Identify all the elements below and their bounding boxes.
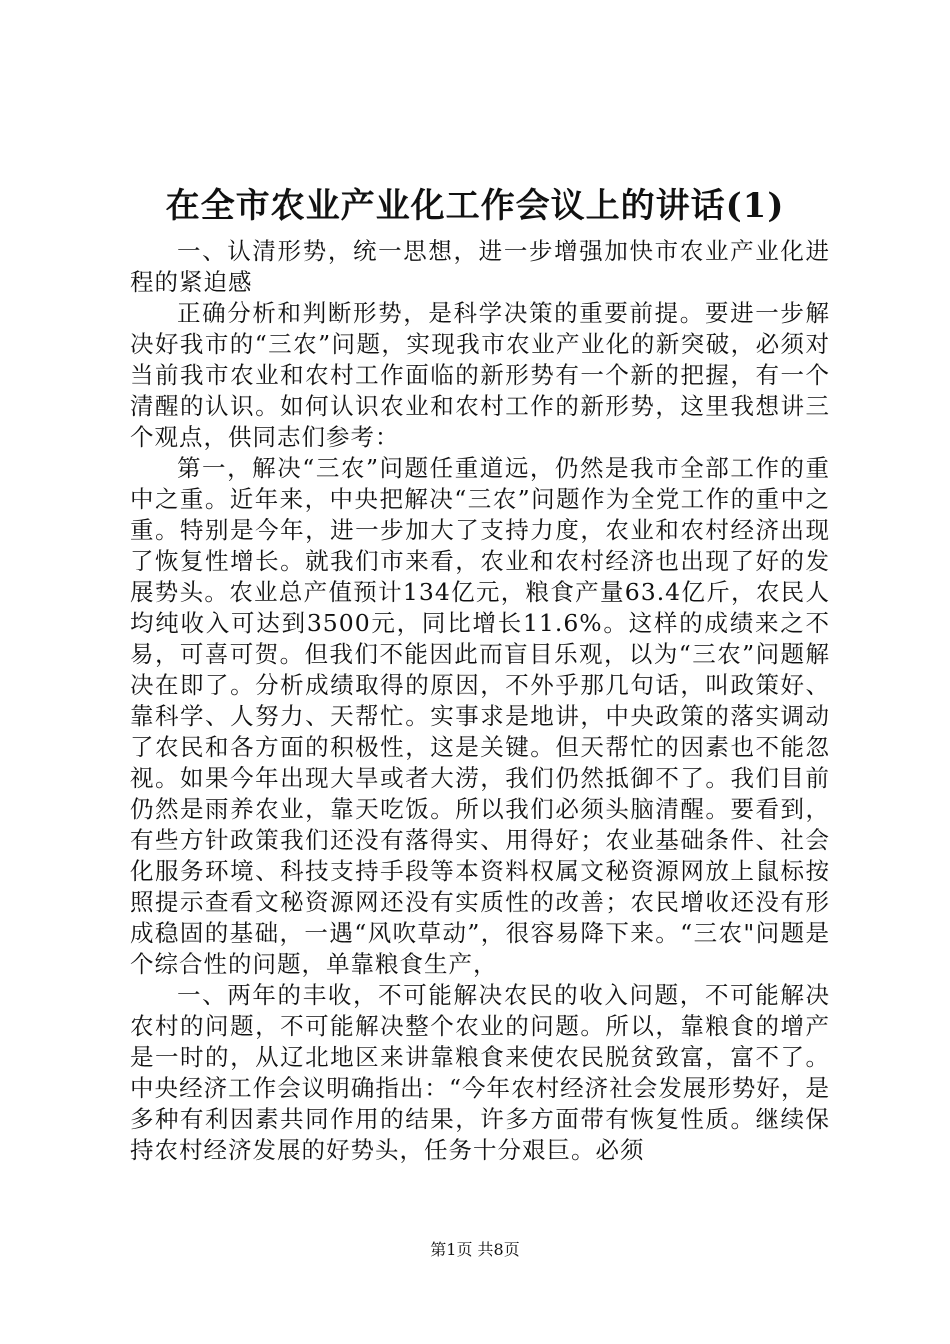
paragraph-section-heading: 一、认清形势，统一思想，进一步增强加快市农业产业化进程的紧迫感 [130, 237, 830, 296]
document-body [130, 236, 830, 1166]
document-title: 在全市农业产业化工作会议上的讲话(1) [165, 186, 785, 226]
paragraph: 第一，解决“三农”问题任重道远，仍然是我市全部工作的重中之重。近年来，中央把解决“三农”问题作为全党工作的重中之重。特别是今年，进一步加大了支持力度，农业和农村经济出现了恢复性增长。就我们市来看，农业和农村经济也出现了好的发展势头。农业总产值预计134亿元，粮食产量63.4亿斤，农民人均纯收入可达到3500元，同比增长11.6%。这样的成绩来之不易，可喜可贺。但我们不能因此而盲目乐观，以为“三农”问题解决在即了。分析成绩取得的原因，不外乎那几句话，叫政策好、靠科学、人努力、天帮忙。实事求是地讲，中央政策的落实调动了农民和各方面的积极性，这是关键。但天帮忙的因素也不能忽视。如果今年出现大旱或者大涝，我们仍然抵御不了。我们目前仍然是雨养农业，靠天吃饭。所以我们必须头脑清醒。要看到，有些方针政策我们还没有落得实、用得好；农业基础条件、社会化服务环境、科技支持手段等本资料权属文秘资源网放上鼠标按照提示查看文秘资源网还没有实质性的改善；农民增收还没有形成稳固的基础，一遇“风吹草动”，很容易降下来。“三农"问题是个综合性的问题，单靠粮食生产， [130, 454, 830, 978]
paragraph: 一、两年的丰收，不可能解决农民的收入问题，不可能解决农村的问题，不可能解决整个农业的问题。所以，靠粮食的增产是一时的，从辽北地区来讲靠粮食来使农民脱贫致富，富不了。中央经济工作会议明确指出：“今年农村经济社会发展形势好，是多种有利因素共同作用的结果，许多方面带有恢复性质。继续保持农村经济发展的好势头，任务十分艰巨。必须 [130, 981, 830, 1164]
page-number-footer: 第1页 共8页 [430, 1240, 520, 1259]
paragraph: 正确分析和判断形势，是科学决策的重要前提。要进一步解决好我市的“三农”问题，实现我市农业产业化的新突破，必须对当前我市农业和农村工作面临的新形势有一个新的把握，有一个清醒的认识。如何认识农业和农村工作的新形势，这里我想讲三个观点，供同志们参考： [130, 299, 830, 451]
